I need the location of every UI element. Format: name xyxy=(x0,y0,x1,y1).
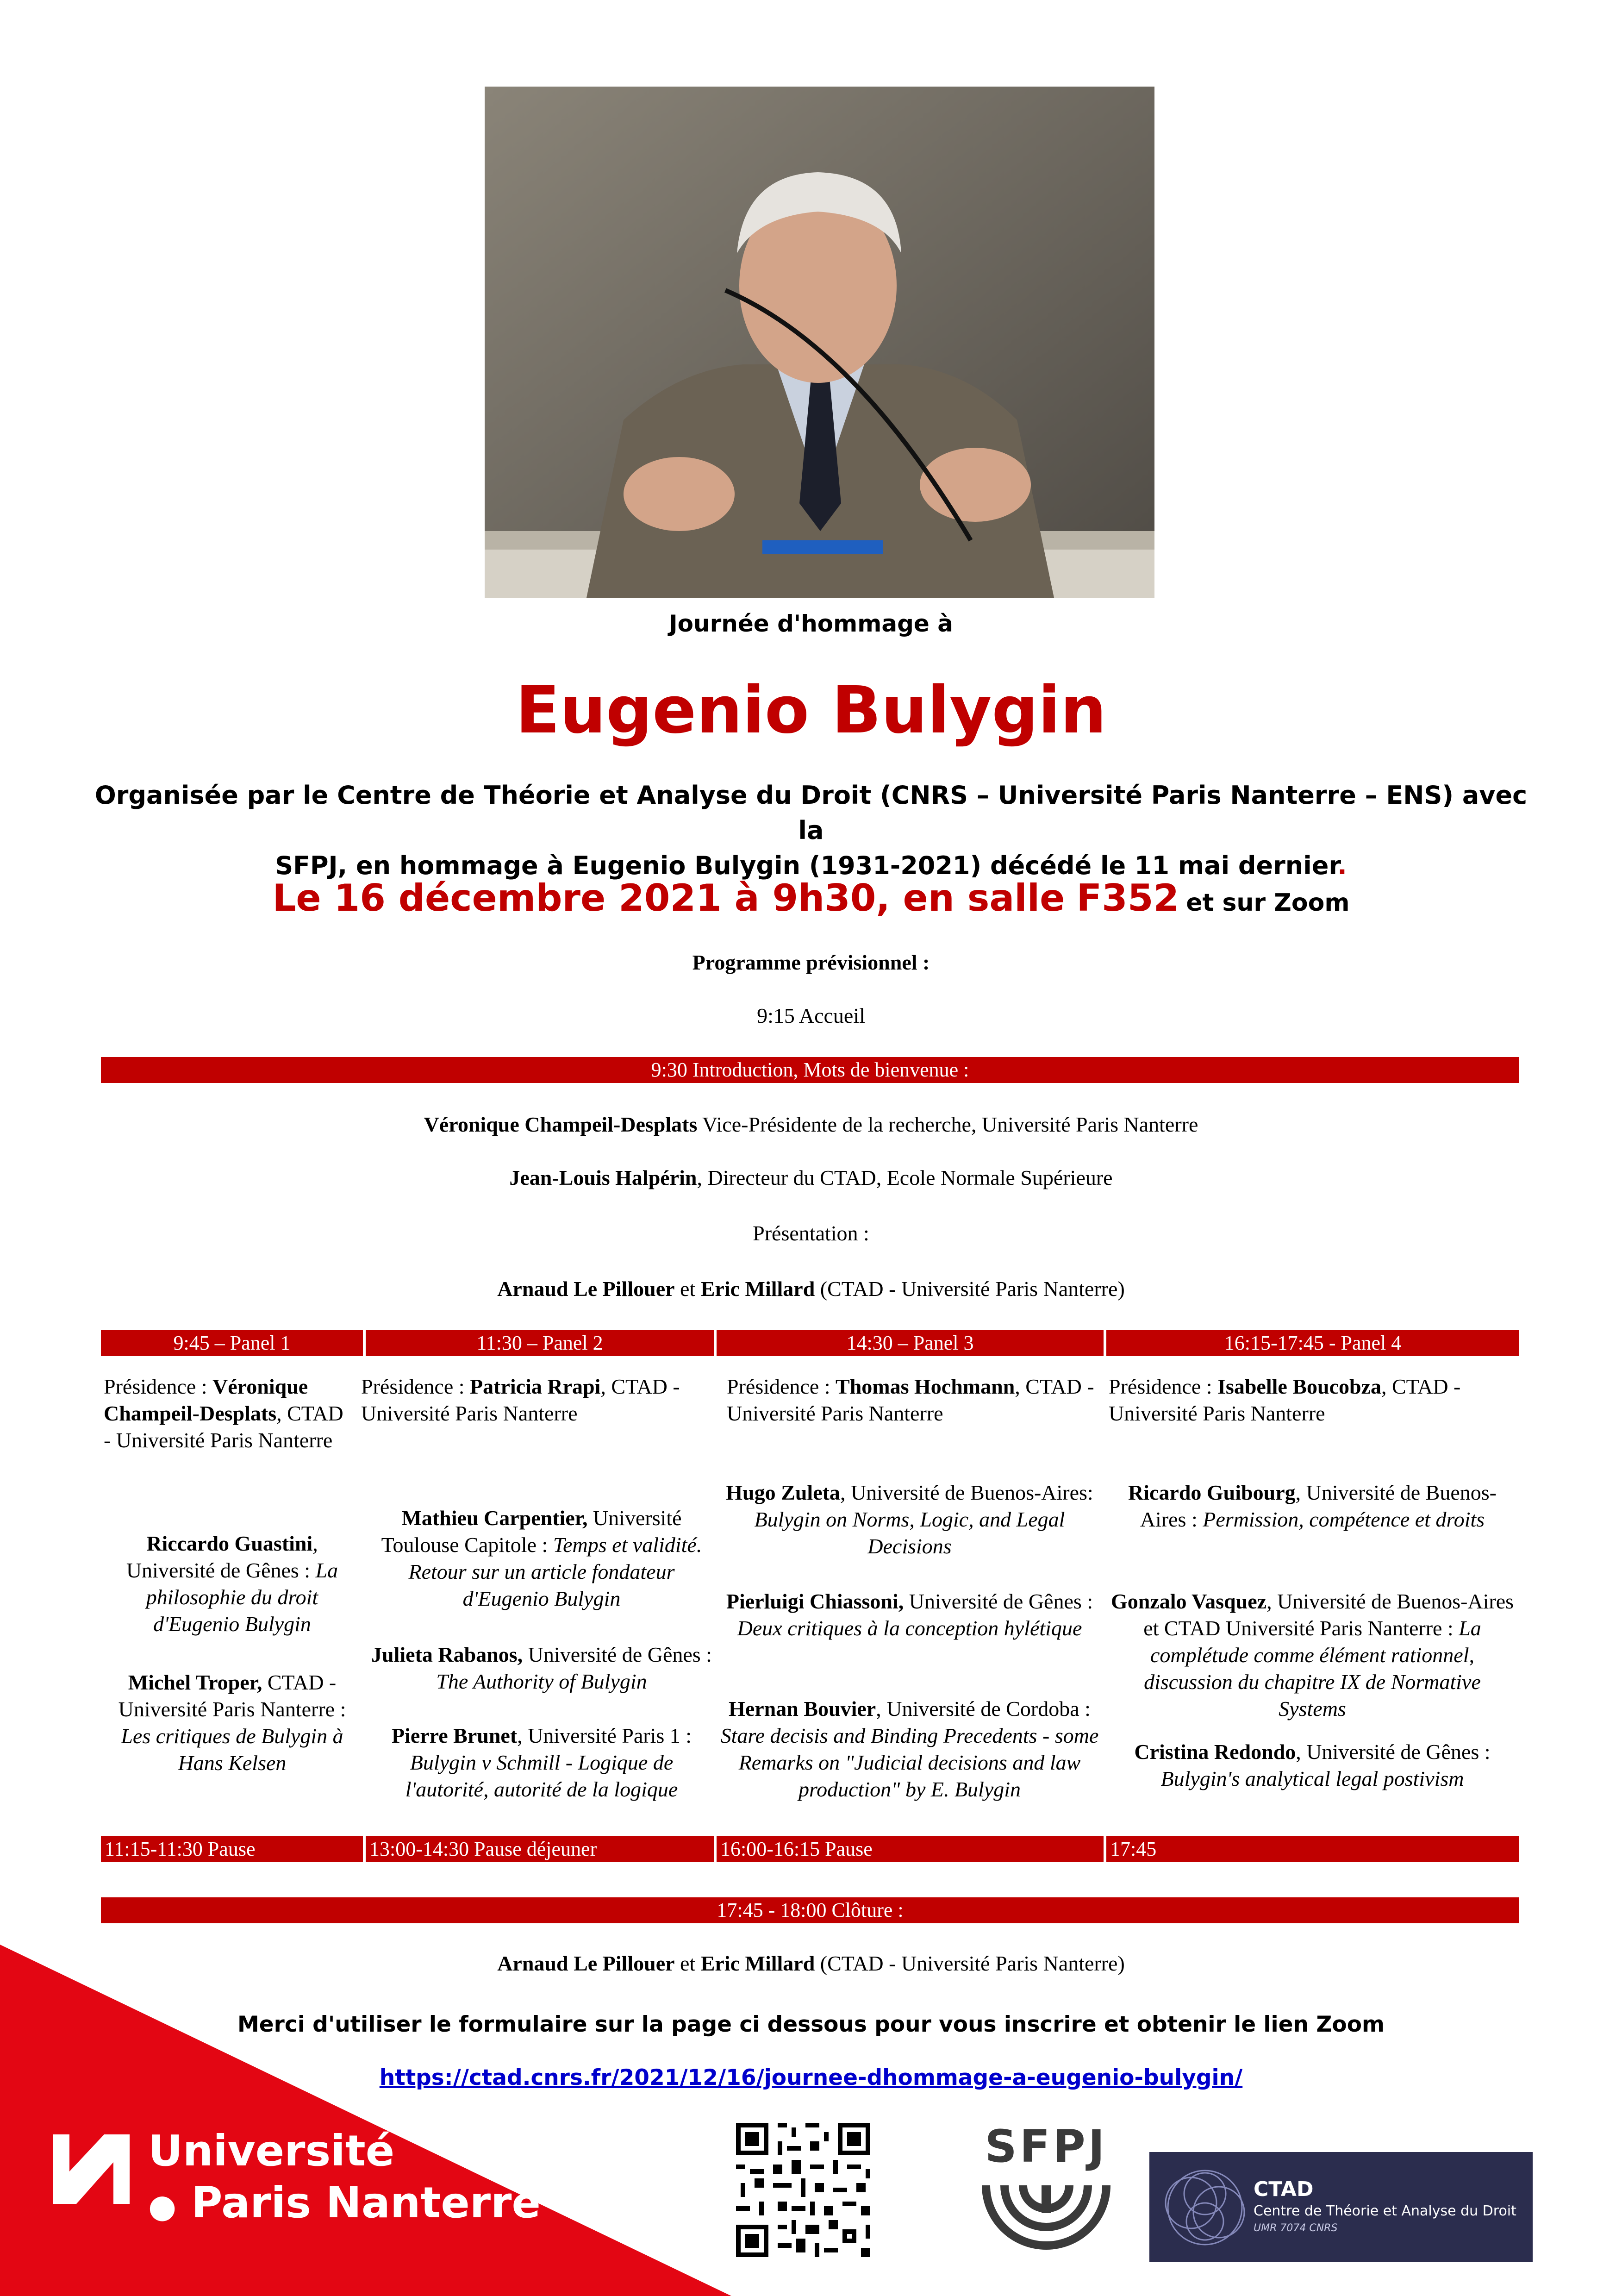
intro-speaker-1 xyxy=(0,1111,1622,1138)
panel-3-talk-3 xyxy=(720,1695,1099,1803)
panel-3-talk-3-affiliation: , Université de Cordoba : xyxy=(876,1697,1091,1720)
panel-4-talk-3-title: Bulygin's analytical legal postivism xyxy=(1160,1767,1464,1790)
panel-4-header: 16:15-17:45 - Panel 4 xyxy=(1106,1330,1519,1356)
upn-logo-line-1: Université xyxy=(148,2126,395,2176)
upn-logo-line-2: ● Paris Nanterre xyxy=(148,2178,541,2227)
panel-2-talk-2 xyxy=(370,1641,713,1695)
ctad-logo xyxy=(1149,2152,1533,2262)
closing-bar: 17:45 - 18:00 Clôture : xyxy=(101,1897,1519,1923)
panel-1-talk-2-speaker: Michel Troper, xyxy=(128,1670,262,1694)
panel-2-talk-1-speaker: Mathieu Carpentier, xyxy=(401,1506,588,1530)
panel-1-talk-1-title: La philosophie du droit d'Eugenio Bulygin xyxy=(146,1558,338,1636)
event-date-main: Le 16 décembre 2021 à 9h30, en salle xyxy=(272,876,1065,920)
panel-3-pause: 16:00-16:15 Pause xyxy=(717,1836,1104,1862)
event-date xyxy=(0,873,1622,934)
qr-code-icon[interactable] xyxy=(731,2118,875,2262)
panel-3-talk-3-title: Stare decisis and Binding Precedents - some Remarks on "Judicial decisions and law production" by E. Bulygin xyxy=(720,1724,1099,1801)
panel-4-talk-1-affiliation: , Université de Buenos-Aires : xyxy=(1140,1481,1497,1531)
ctad-logo-title: CTAD xyxy=(1254,2177,1314,2201)
organisers xyxy=(93,778,1529,883)
organisers-line-2-text: SFPJ, en hommage à Eugenio Bulygin (1931-2021) décédé le 11 mai dernier xyxy=(275,851,1338,880)
intro-speaker-2 xyxy=(0,1164,1622,1191)
registration-text: Merci d'utiliser le formulaire sur la page ci dessous pour vous inscrire et obtenir le lien Zoom xyxy=(237,2012,1385,2037)
panel-2-talk-3-title: Bulygin v Schmill - Logique de l'autorité, autorité de la logique xyxy=(405,1751,678,1801)
panel-1-talk-1-speaker: Riccardo Guastini xyxy=(146,1532,313,1555)
presentation-affiliation: (CTAD - Université Paris Nanterre) xyxy=(815,1277,1125,1301)
panel-4-talk-3 xyxy=(1109,1739,1516,1792)
panel-2-talk-3-affiliation: , Université Paris 1 : xyxy=(517,1724,692,1747)
panel-1-pause: 11:15-11:30 Pause xyxy=(101,1836,363,1862)
panel-2-chair xyxy=(361,1373,713,1427)
closing-speaker-2: Eric Millard xyxy=(700,1952,815,1975)
organisers-dot: . xyxy=(1337,851,1347,880)
closing-and: et xyxy=(674,1952,701,1975)
page-title: Eugenio Bulygin xyxy=(515,673,1107,748)
panel-2-chair-affiliation: , CTAD - Université Paris Nanterre xyxy=(361,1375,680,1425)
programme-accueil: 9:15 Accueil xyxy=(757,1004,865,1027)
programme-heading: Programme prévisionnel : xyxy=(692,951,930,974)
panel-4-talk-2-speaker: Gonzalo Vasquez xyxy=(1110,1589,1267,1613)
kicker: Journée d'hommage à xyxy=(669,610,953,637)
panel-2-header: 11:30 – Panel 2 xyxy=(366,1330,714,1356)
panel-1-header: 9:45 – Panel 1 xyxy=(101,1330,363,1356)
upn-logo-line-2-text: Paris Nanterre xyxy=(191,2178,541,2227)
panel-2-talk-3 xyxy=(370,1722,713,1803)
upn-logo-text xyxy=(148,2125,541,2232)
panel-1-talk-2-affiliation: CTAD - Université Paris Nanterre : xyxy=(118,1670,346,1721)
event-room: F352 xyxy=(1076,876,1179,920)
intro-speaker-2-role: , Directeur du CTAD, Ecole Normale Supérieure xyxy=(697,1166,1113,1189)
presentation-and: et xyxy=(674,1277,701,1301)
panel-2-talk-1-affiliation: Université Toulouse Capitole : xyxy=(381,1506,682,1557)
panel-3-chair-label: Présidence : xyxy=(727,1375,836,1398)
panel-3-chair-name: Thomas Hochmann xyxy=(836,1375,1015,1398)
panel-3-talk-1 xyxy=(722,1479,1097,1560)
panel-4-pause: 17:45 xyxy=(1106,1836,1519,1862)
speaker-photo xyxy=(485,87,1154,598)
ctad-logo-icon xyxy=(1159,2161,1251,2254)
panel-1-talk-2-title: Les critiques de Bulygin à Hans Kelsen xyxy=(121,1724,343,1775)
panel-4-chair-label: Présidence : xyxy=(1109,1375,1218,1398)
panel-2-talk-2-speaker: Julieta Rabanos, xyxy=(371,1643,523,1666)
panel-4-talk-2-title: La complétude comme élément rationnel, discussion du chapitre IX de Normative Systems xyxy=(1144,1616,1481,1720)
intro-speaker-1-name: Véronique Champeil-Desplats xyxy=(424,1113,698,1136)
panel-1-chair-name: Véronique Champeil-Desplats xyxy=(104,1375,308,1425)
upn-logo-icon xyxy=(49,2130,146,2208)
panel-2-talk-2-affiliation: Université de Gênes : xyxy=(523,1643,712,1666)
panel-1-talk-1-affiliation: , Université de Gênes : xyxy=(126,1532,318,1582)
panel-2-talk-3-speaker: Pierre Brunet xyxy=(391,1724,518,1747)
intro-speaker-1-role: Vice-Présidente de la recherche, Université Paris Nanterre xyxy=(697,1113,1198,1136)
panel-3-talk-2-title: Deux critiques à la conception hylétique xyxy=(737,1616,1082,1640)
panel-3-talk-2-affiliation: Université de Gênes : xyxy=(904,1589,1093,1613)
panel-2-chair-label: Présidence : xyxy=(361,1375,470,1398)
sfpj-logo-text: SFPJ xyxy=(985,2121,1108,2172)
speaker-photo-illustration xyxy=(485,87,1154,598)
event-zoom: et sur Zoom xyxy=(1186,889,1350,917)
presentation-speaker-2: Eric Millard xyxy=(700,1277,815,1301)
ctad-logo-subtitle: Centre de Théorie et Analyse du Droit xyxy=(1254,2203,1516,2219)
panel-3-talk-1-affiliation: , Université de Buenos-Aires: xyxy=(840,1481,1093,1504)
panel-1-chair-label: Présidence : xyxy=(104,1375,213,1398)
organisers-line-1: Organisée par le Centre de Théorie et Analyse du Droit (CNRS – Université Paris Nanterre – ENS) avec la xyxy=(94,781,1528,845)
panel-4-talk-1-title: Permission, compétence et droits xyxy=(1203,1508,1485,1531)
panel-2-talk-1-title: Temps et validité. Retour sur un article fondateur d'Eugenio Bulygin xyxy=(408,1533,702,1610)
panel-4-talk-3-speaker: Cristina Redondo xyxy=(1134,1740,1296,1764)
panel-4-talk-1 xyxy=(1109,1479,1516,1533)
closing-affiliation: (CTAD - Université Paris Nanterre) xyxy=(815,1952,1125,1975)
panel-3-talk-1-title: Bulygin on Norms, Logic, and Legal Decisions xyxy=(754,1508,1065,1558)
panel-2-talk-2-title: The Authority of Bulygin xyxy=(436,1670,647,1693)
sfpj-logo-icon xyxy=(977,2181,1116,2264)
panel-2-talk-1 xyxy=(370,1505,713,1612)
panel-3-chair-affiliation: , CTAD - Université Paris Nanterre xyxy=(727,1375,1094,1425)
panel-3-talk-2-speaker: Pierluigi Chiassoni, xyxy=(726,1589,904,1613)
closing-speaker-1: Arnaud Le Pillouer xyxy=(497,1952,675,1975)
panel-4-talk-2-affiliation: , Université de Buenos-Aires et CTAD Université Paris Nanterre : xyxy=(1143,1589,1514,1640)
registration-link[interactable]: https://ctad.cnrs.fr/2021/12/16/journee-dhommage-a-eugenio-bulygin/ xyxy=(379,2065,1243,2090)
panel-2-pause: 13:00-14:30 Pause déjeuner xyxy=(366,1836,714,1862)
panel-3-talk-1-speaker: Hugo Zuleta xyxy=(726,1481,840,1504)
panel-2-chair-name: Patricia Rrapi xyxy=(470,1375,601,1398)
intro-bar: 9:30 Introduction, Mots de bienvenue : xyxy=(101,1057,1519,1083)
panel-4-talk-1-speaker: Ricardo Guibourg xyxy=(1128,1481,1296,1504)
presentation-speakers xyxy=(0,1276,1622,1302)
panel-4-chair-name: Isabelle Boucobza xyxy=(1217,1375,1381,1398)
panel-3-talk-3-speaker: Hernan Bouvier xyxy=(729,1697,876,1720)
ctad-logo-unit: UMR 7074 CNRS xyxy=(1254,2222,1338,2234)
panel-4-chair-affiliation: , CTAD - Université Paris Nanterre xyxy=(1109,1375,1461,1425)
panel-1-talk-2 xyxy=(104,1669,361,1777)
panel-4-talk-2 xyxy=(1109,1588,1516,1722)
presentation-label: Présentation : xyxy=(753,1221,869,1245)
panel-1-chair xyxy=(104,1373,354,1454)
panel-4-chair xyxy=(1109,1373,1516,1427)
upn-red-corner xyxy=(0,1945,741,2296)
intro-speaker-2-name: Jean-Louis Halpérin xyxy=(509,1166,697,1189)
panel-4-talk-3-affiliation: , Université de Gênes : xyxy=(1296,1740,1491,1764)
panel-3-header: 14:30 – Panel 3 xyxy=(717,1330,1104,1356)
panel-1-talk-1 xyxy=(104,1530,361,1638)
presentation-speaker-1: Arnaud Le Pillouer xyxy=(497,1277,675,1301)
panel-3-chair xyxy=(727,1373,1097,1427)
panel-1-chair-affiliation: , CTAD - Université Paris Nanterre xyxy=(104,1401,343,1452)
panel-3-talk-2 xyxy=(722,1588,1097,1642)
